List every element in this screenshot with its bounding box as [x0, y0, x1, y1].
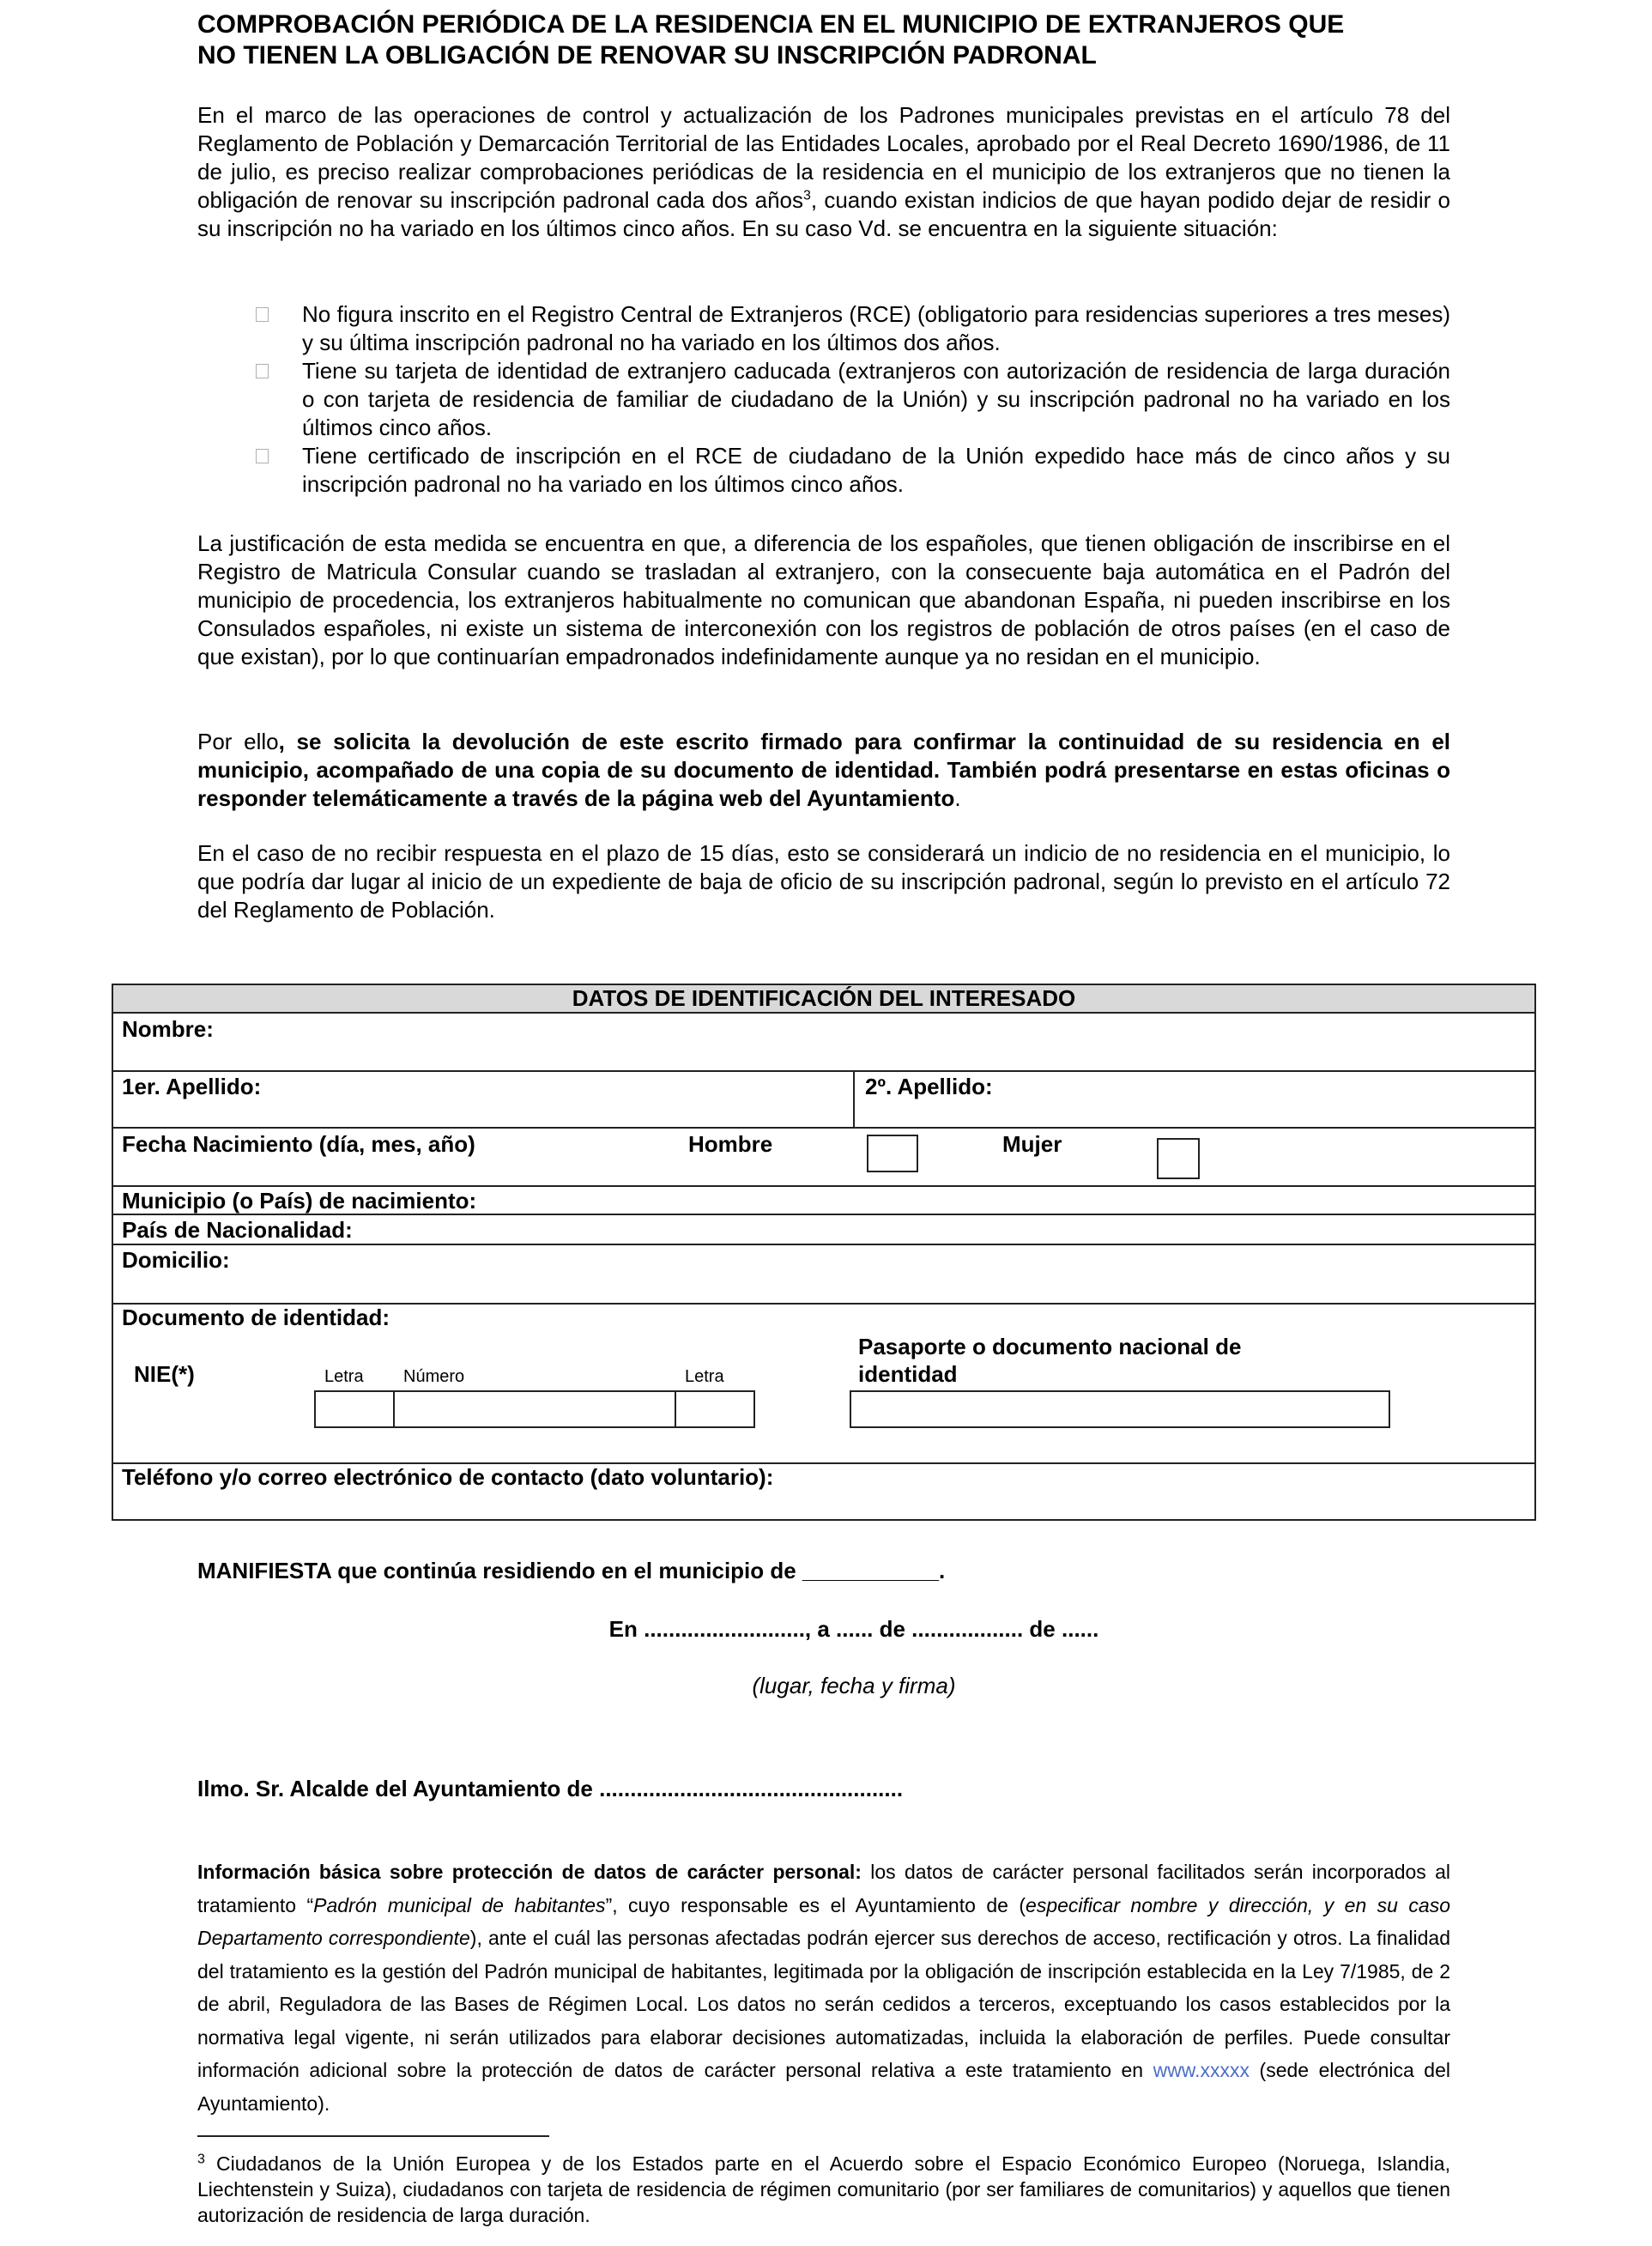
- notice-text: los datos de carácter personal facilitados serán incorporados al tratamiento “: [197, 1861, 1450, 1916]
- intro-text: En el marco de las operaciones de control y actualización de los Padrones municipales previstas en el artículo 78 del Reglamento de Población y Demarcación Territorial de las Entidades Locales, aprobado por el Real Decreto 1690/1986, de 11 de julio, es preciso realizar comprobaciones periódicas de la residencia en el municipio de los extranjeros que no tienen la obligación de renovar su inscripción padronal cada dos años: [197, 102, 1450, 213]
- hombre-checkbox[interactable]: [867, 1135, 918, 1172]
- request-paragraph: [197, 728, 1450, 813]
- notice-text: ), ante el cuál las personas afectadas podrán ejercer sus derechos de acceso, rectificación y otros. La finalidad del tratamiento es la gestión del Padrón municipal de habitantes, legitimada por la obligación de inscripción establecida en la Ley 7/1985, de 2 de abril, Reguladora de las Bases de Régimen Local. Los datos no serán cedidos a terceros, exceptuando los casos establecidos por la normativa legal vigente, ni serán utilizados para elaborar decisiones automatizadas, incluida la elaboración de perfiles. Puede consultar información adicional sobre la protección de datos de carácter personal relativa a este tratamiento en: [197, 1927, 1450, 2081]
- identification-form: [112, 984, 1536, 1521]
- domicilio-label: Domicilio:: [122, 1247, 230, 1273]
- title-line-2: NO TIENEN LA OBLIGACIÓN DE RENOVAR SU INSCRIPCIÓN PADRONAL: [197, 41, 1097, 70]
- checkbox-icon[interactable]: [256, 449, 269, 463]
- row-divider: [113, 1070, 1534, 1072]
- notice-text: ”, cuyo responsable es el Ayuntamiento de (: [605, 1893, 1026, 1916]
- data-protection-heading: Información básica sobre protección de datos de carácter personal:: [197, 1861, 862, 1883]
- situation-item: [197, 357, 1450, 442]
- municipio-nacimiento-label: Municipio (o País) de nacimiento:: [122, 1188, 477, 1214]
- place-date-line: En .........................., a ...... de .................. de ......: [608, 1616, 1099, 1642]
- row-divider: [113, 1214, 1534, 1215]
- footnote-mark: 3: [197, 2152, 205, 2167]
- pasaporte-label-line1: Pasaporte o documento nacional de: [858, 1334, 1242, 1359]
- nie-numero-label: Número: [403, 1367, 465, 1386]
- no-response-paragraph: En el caso de no recibir respuesta en el plazo de 15 días, esto se considerará un indicio de no residencia en el municipio, lo que podría dar lugar al inicio de un expediente de baja de oficio de su inscripción padronal, según lo previsto en el artículo 72 del Reglamento de Población.: [197, 840, 1450, 923]
- data-protection-notice: [197, 1856, 1450, 2120]
- request-suffix: .: [954, 785, 961, 811]
- checkbox-icon[interactable]: [256, 307, 269, 322]
- nie-control-letter-input[interactable]: [675, 1390, 755, 1428]
- telefono-label: Teléfono y/o correo electrónico de contacto (dato voluntario):: [122, 1464, 774, 1490]
- nie-letter-input[interactable]: [314, 1390, 395, 1428]
- checkbox-icon[interactable]: [256, 364, 269, 378]
- addressee-line: Ilmo. Sr. Alcalde del Ayuntamiento de .................................................: [197, 1776, 904, 1801]
- row-divider: [113, 1244, 1534, 1245]
- footnote: [197, 2151, 1450, 2228]
- manifiesta-statement: MANIFIESTA que continúa residiendo en el municipio de ___________.: [197, 1558, 946, 1583]
- document-title: [197, 9, 1450, 71]
- pasaporte-input[interactable]: [850, 1390, 1390, 1428]
- row-divider: [113, 1127, 1534, 1129]
- nie-letra-control-label: Letra: [685, 1367, 724, 1386]
- pais-nacionalidad-label: País de Nacionalidad:: [122, 1217, 353, 1243]
- pasaporte-label-line2: identidad: [858, 1361, 958, 1387]
- apellido2-label: 2º. Apellido:: [865, 1074, 993, 1099]
- notice-italic: especificar nombre y dirección, y en su caso Departamento correspondiente: [197, 1893, 1451, 1949]
- column-divider: [853, 1070, 855, 1127]
- footnote-separator: [197, 2135, 549, 2137]
- title-line-1: COMPROBACIÓN PERIÓDICA DE LA RESIDENCIA EN EL MUNICIPIO DE EXTRANJEROS QUE: [197, 10, 1345, 39]
- nombre-label: Nombre:: [122, 1016, 214, 1042]
- notice-text: (sede electrónica del Ayuntamiento).: [197, 2059, 1450, 2115]
- sede-electronica-link[interactable]: www.xxxxx: [1153, 2059, 1250, 2081]
- request-prefix: Por ello: [197, 729, 279, 754]
- justification-paragraph: La justificación de esta medida se encuentra en que, a diferencia de los españoles, que tienen obligación de inscribirse en el Registro de Matricula Consular cuando se trasladan al extranjero, con la consecuente baja automática en el Padrón del municipio de procedencia, los extranjeros habitualmente no comunican que abandonan España, ni pueden inscribirse en los Consulados españoles, ni existe un sistema de interconexión con los registros de población de otros países (en el caso de que existan), por lo que continuarían empadronados indefinidamente aunque ya no residan en el municipio.: [197, 530, 1450, 669]
- situation-text: No figura inscrito en el Registro Central de Extranjeros (RCE) (obligatorio para residencias superiores a tres meses) y su última inscripción padronal no ha variado en los últimos dos años.: [302, 301, 1450, 355]
- nie-label: NIE(*): [134, 1361, 195, 1387]
- mujer-checkbox[interactable]: [1157, 1138, 1200, 1179]
- intro-text-cont: , cuando existan indicios de que hayan podido dejar de residir o su inscripción no ha variado en los últimos cinco años. En su caso Vd. se encuentra en la siguiente situación:: [197, 187, 1450, 241]
- nie-number-input[interactable]: [393, 1390, 676, 1428]
- hombre-label: Hombre: [688, 1131, 773, 1157]
- row-divider: [113, 1185, 1534, 1187]
- fecha-nacimiento-label: Fecha Nacimiento (día, mes, año): [122, 1131, 475, 1157]
- request-bold: , se solicita la devolución de este escrito firmado para confirmar la continuidad de su residencia en el municipio, acompañado de una copia de su documento de identidad. También podrá presentarse en estas oficinas o responder telemáticamente a través de la página web del Ayuntamiento: [197, 729, 1451, 811]
- footnote-text: Ciudadanos de la Unión Europea y de los Estados parte en el Acuerdo sobre el Espacio Económico Europeo (Noruega, Islandia, Liechtenstein y Suiza), ciudadanos con tarjeta de residencia de régimen comunitario (por ser familiares de comunitarios) y aquellos que tienen autorización de residencia de larga duración.: [197, 2152, 1450, 2226]
- intro-paragraph: [197, 101, 1450, 243]
- nie-letra-label: Letra: [324, 1367, 364, 1386]
- signature-hint: (lugar, fecha y firma): [752, 1673, 956, 1698]
- situation-list: [197, 300, 1450, 499]
- situation-item: [197, 442, 1450, 499]
- mujer-label: Mujer: [1002, 1131, 1062, 1157]
- situation-text: Tiene certificado de inscripción en el RCE de ciudadano de la Unión expedido hace más de cinco años y su inscripción padronal no ha variado en los últimos cinco años.: [302, 443, 1450, 497]
- footnote-ref: 3: [802, 188, 811, 203]
- form-header: DATOS DE IDENTIFICACIÓN DEL INTERESADO: [113, 985, 1534, 1014]
- situation-item: [197, 300, 1450, 357]
- documento-label: Documento de identidad:: [122, 1305, 390, 1330]
- notice-italic: Padrón municipal de habitantes: [313, 1893, 606, 1916]
- situation-text: Tiene su tarjeta de identidad de extranjero caducada (extranjeros con autorización de residencia de larga duración o con tarjeta de residencia de familiar de ciudadano de la Unión) y su inscripción padronal no ha variado en los últimos cinco años.: [302, 358, 1450, 440]
- apellido1-label: 1er. Apellido:: [122, 1074, 262, 1099]
